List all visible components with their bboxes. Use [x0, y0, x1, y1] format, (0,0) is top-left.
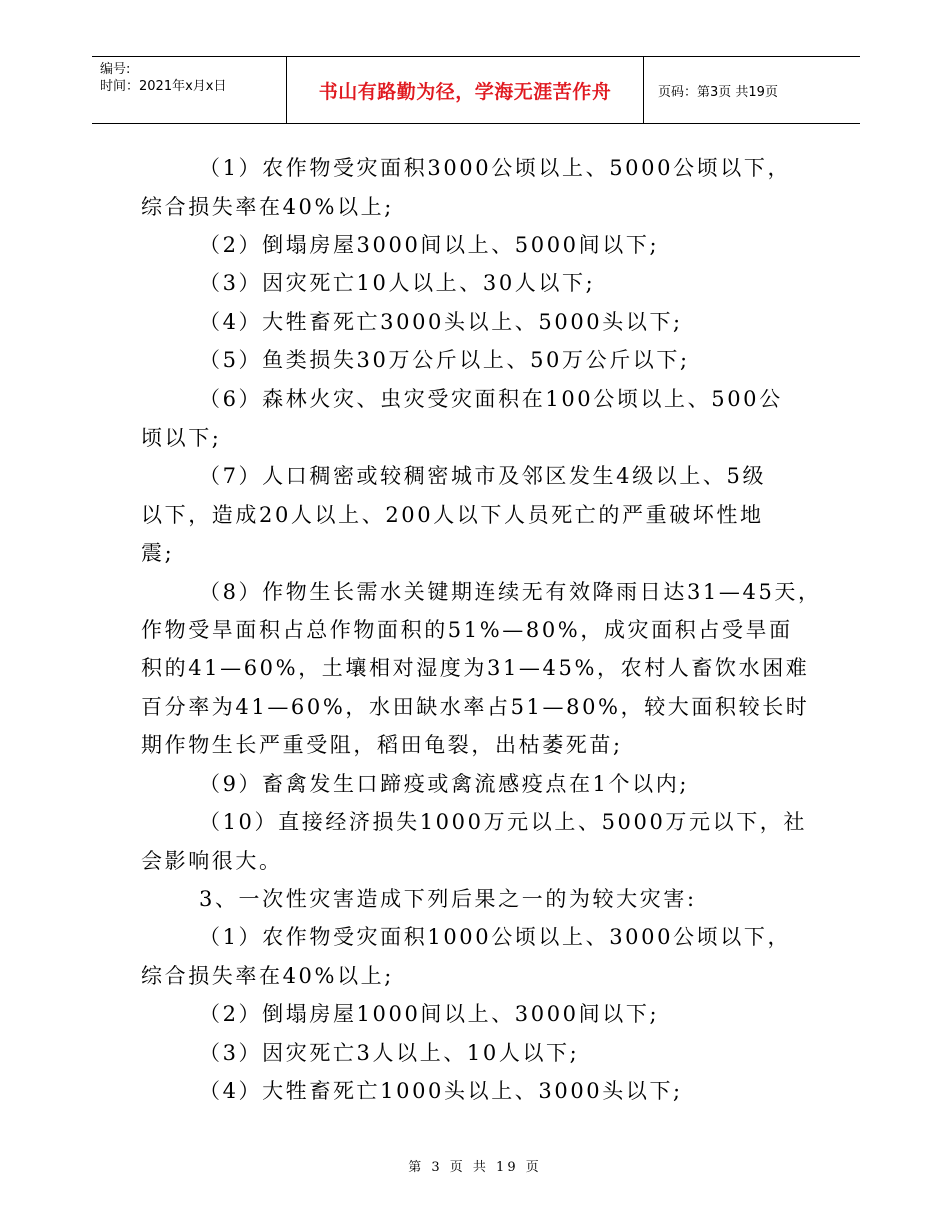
text-line: （6）森林火灾、虫灾受灾面积在100公顷以上、500公 [199, 387, 783, 411]
motto-text: 书山有路勤为径，学海无涯苦作舟 [318, 80, 612, 103]
time-label: 时间：2021年x月x日 [100, 79, 227, 94]
page-header [92, 56, 860, 124]
text-line: 以下，造成20人以上、200人以下人员死亡的严重破坏性地 [141, 503, 764, 527]
serial-label: 编号: [100, 62, 131, 77]
text-line: （3）因灾死亡10人以上、30人以下; [199, 271, 596, 295]
text-line: （2）倒塌房屋3000间以上、5000间以下; [199, 233, 660, 257]
text-line: 顷以下; [141, 426, 222, 450]
header-meta [100, 61, 226, 95]
header-page-number: 页码：第3页 共19页 [658, 85, 778, 100]
text-line: （8）作物生长需水关键期连续无有效降雨日达31—45天， [199, 580, 822, 604]
text-line: （3）因灾死亡3人以上、10人以下; [199, 1041, 580, 1065]
text-line: 综合损失率在40%以上; [141, 964, 394, 988]
text-line: 百分率为41—60%，水田缺水率占51—80%，较大面积较长时 [141, 695, 810, 719]
text-line: （9）畜禽发生口蹄疫或禽流感疫点在1个以内; [199, 772, 689, 796]
text-line: 作物受旱面积占总作物面积的51%—80%，成灾面积占受旱面 [141, 618, 793, 642]
text-line: （10）直接经济损失1000万元以上、5000万元以下，社 [199, 810, 808, 834]
text-line: 综合损失率在40%以上; [141, 195, 394, 219]
text-line: （1）农作物受灾面积3000公顷以上、5000公顷以下， [199, 156, 792, 180]
text-line: （4）大牲畜死亡1000头以上、3000头以下; [199, 1079, 683, 1103]
text-line: 期作物生长严重受阻，稻田龟裂，出枯萎死苗; [141, 733, 623, 757]
text-line: （4）大牲畜死亡3000头以上、5000头以下; [199, 310, 683, 334]
header-motto [286, 57, 644, 123]
text-line: 3、一次性灾害造成下列后果之一的为较大灾害: [199, 887, 697, 911]
text-line: （1）农作物受灾面积1000公顷以上、3000公顷以下， [199, 925, 792, 949]
text-line: 积的41—60%，土壤相对湿度为31—45%，农村人畜饮水困难 [141, 656, 810, 680]
text-line: 震; [141, 541, 175, 565]
text-line: （5）鱼类损失30万公斤以上、50万公斤以下; [199, 348, 690, 372]
text-line: （2）倒塌房屋1000间以上、3000间以下; [199, 1002, 660, 1026]
text-line: 会影响很大。 [141, 849, 283, 873]
page-footer: 第 3 页 共 19 页 [408, 1160, 542, 1175]
text-line: （7）人口稠密或较稠密城市及邻区发生4级以上、5级 [199, 464, 767, 488]
